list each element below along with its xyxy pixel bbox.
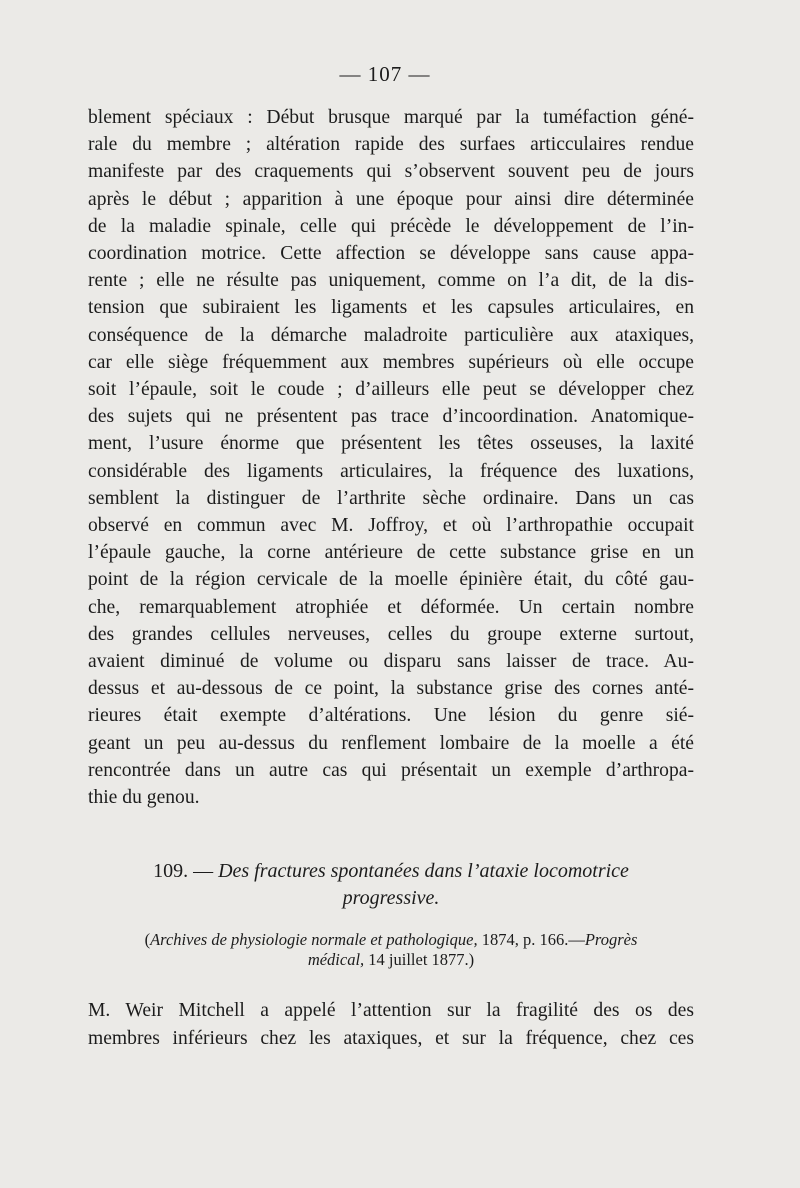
section-title-line-2: progressive. [342,887,440,909]
text-line: l’épaule gauche, la corne antérieure de cette substance grise en un [88,542,694,564]
text-line: des grandes cellules nerveuses, celles du groupe externe surtout, [88,623,694,645]
text-line: des sujets qui ne présentent pas trace d’incoordination. Anatomique- [88,406,694,428]
next-paragraph [88,997,694,1053]
text-line: M. Weir Mitchell a appelé l’attention sur la fragilité des os des [88,1000,694,1021]
text-line: après le début ; apparition à une époque pour ainsi dire déterminée [88,188,694,210]
text-line: blement spéciaux : Début brusque marqué par la tuméfaction géné- [88,107,694,128]
text-line: geant un peu au-dessus du renflement lombaire de la moelle a été [88,732,694,754]
text-line: semblent la distinguer de l’arthrite sèche ordinaire. Dans un cas [88,487,694,509]
text-line: thie du genou. [88,787,200,809]
text-line: de la maladie spinale, celle qui précède le développement de l’in- [88,215,694,237]
text-line: point de la région cervicale de la moelle épinière était, du côté gau- [88,569,694,591]
text-line: rente ; elle ne résulte pas uniquement, comme on l’a dit, de la dis- [88,270,694,292]
text-line: observé en commun avec M. Joffroy, et où l’arthropathie occupait [88,515,694,537]
body-paragraph [88,104,694,811]
text-line: coordination motrice. Cette affection se développe sans cause appa- [88,243,694,265]
text-line: membres inférieurs chez les ataxiques, et sur la fréquence, chez ces [88,1028,694,1049]
page-number: — 107 — [339,62,431,86]
text-line: dessus et au-dessous de ce point, la substance grise des cornes anté- [88,678,694,700]
text-line: rieures était exempte d’altérations. Une lésion du genre sié- [88,705,694,727]
text-line: car elle siège fréquemment aux membres supérieurs où elle occupe [88,351,694,373]
reference-journal: Archives de physiologie normale et pathologique, [150,930,478,949]
section-heading [88,858,694,912]
text-line: tension que subiraient les ligaments et les capsules articulaires, en [88,297,694,319]
section-number: 109. — [153,860,214,882]
text-line: rencontrée dans un autre cas qui présentait un exemple d’arthropa- [88,759,694,781]
text-line: manifeste par des craquements qui s’observent souvent peu de jours [88,161,694,183]
reference-details: 1874, p. 166.— [477,930,585,949]
text-line: che, remarquablement atrophiée et déformée. Un certain nombre [88,596,694,618]
section-title-line-1: Des fractures spontanées dans l’ataxie locomotrice [218,860,629,882]
text-line: avaient diminué de volume ou disparu sans laisser de trace. Au- [88,651,694,673]
reference-open-paren: ( [144,930,151,949]
bibliographic-reference [88,930,694,970]
reference-date: 14 juillet 1877.) [364,950,475,969]
text-line: conséquence de la démarche maladroite particulière aux ataxiques, [88,324,694,346]
text-line: ment, l’usure énorme que présentent les têtes osseuses, la laxité [88,433,694,455]
text-line: soit l’épaule, soit le coude ; d’ailleurs elle peut se développer chez [88,379,694,401]
reference-journal-2: Progrès [584,930,638,949]
text-line: considérable des ligaments articulaires, la fréquence des luxations, [88,460,694,482]
reference-journal-2-cont: médical, [307,950,365,969]
text-line: rale du membre ; altération rapide des surfaes articculaires rendue [88,134,694,156]
